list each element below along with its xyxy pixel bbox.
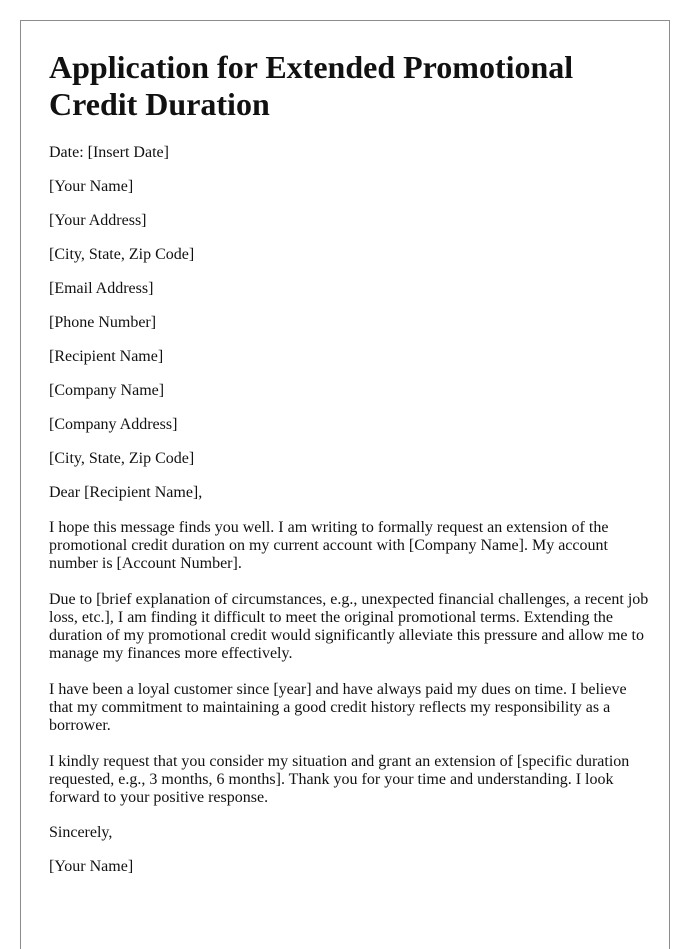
body-paragraph: I have been a loyal customer since [year] and have always paid my dues on time. I believe that my commitment to maintaining a good credit history reflects my responsibility as a borrower. — [49, 681, 627, 734]
recipient-company: [Company Name] — [49, 382, 165, 399]
sender-address: [Your Address] — [49, 212, 147, 229]
letter-page — [20, 20, 670, 949]
recipient-name: [Recipient Name] — [49, 348, 164, 365]
closing: Sincerely, — [49, 824, 113, 841]
recipient-city-state-zip: [City, State, Zip Code] — [49, 450, 195, 467]
recipient-company-address: [Company Address] — [49, 416, 178, 433]
sender-name: [Your Name] — [49, 178, 134, 195]
sender-email: [Email Address] — [49, 280, 154, 297]
body-paragraph: I hope this message finds you well. I am writing to formally request an extension of the promotional credit duration on my current account with [Company Name]. My account number is [Account Number]. — [49, 519, 609, 572]
sender-phone: [Phone Number] — [49, 314, 157, 331]
letter-title: Application for Extended Promotional Credit Duration — [49, 49, 574, 122]
signature-name: [Your Name] — [49, 858, 134, 875]
salutation: Dear [Recipient Name], — [49, 484, 203, 501]
sender-city-state-zip: [City, State, Zip Code] — [49, 246, 195, 263]
body-paragraph: I kindly request that you consider my situation and grant an extension of [specific duration requested, e.g., 3 months, 6 months]. Thank you for your time and understanding. I look forward to your positive response. — [49, 753, 630, 806]
date-line: Date: [Insert Date] — [49, 144, 169, 161]
body-paragraph: Due to [brief explanation of circumstances, e.g., unexpected financial challenges, a recent job loss, etc.], I am finding it difficult to meet the original promotional terms. Extending the duration of my promotional credit would significantly alleviate this pressure and allow me to manage my finances more effectively. — [49, 591, 649, 662]
